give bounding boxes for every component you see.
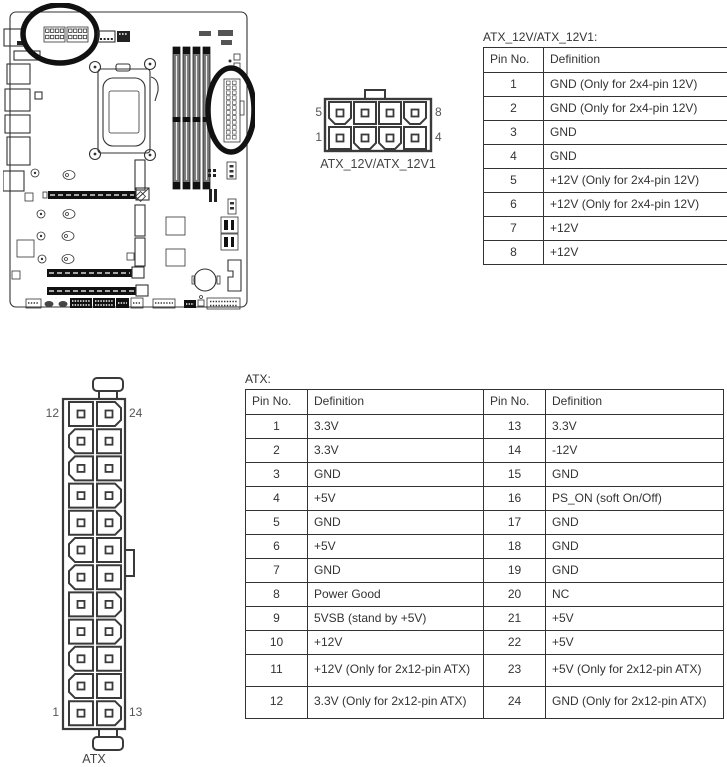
definition-cell: +12V (Only for 2x4-pin 12V) (544, 193, 727, 217)
table-row (484, 97, 727, 121)
table-row (484, 193, 727, 217)
header-cell: Definition (308, 390, 484, 415)
pin-number-cell: 5 (246, 511, 308, 535)
pin-number-label: 1 (315, 130, 322, 144)
pin-number-label: 4 (435, 130, 442, 144)
definition-cell: 3.3V (308, 439, 484, 463)
pin-contact (362, 110, 369, 117)
pin-number-cell: 19 (484, 559, 546, 583)
table-row (246, 487, 724, 511)
definition-cell: 5VSB (stand by +5V) (308, 607, 484, 631)
ram-slots (173, 47, 211, 189)
pin-contact (362, 135, 369, 142)
definition-cell: +12V (544, 217, 727, 241)
header-cell: Pin No. (484, 390, 546, 415)
pin-contact (106, 710, 113, 717)
pin-number-cell: 4 (246, 487, 308, 511)
table-header-row (484, 48, 727, 73)
atx12v-pin-table (483, 47, 727, 265)
pin-number-cell: 13 (484, 415, 546, 439)
pin-number-cell: 16 (484, 487, 546, 511)
pin-contact (78, 519, 85, 526)
pin-contact (412, 110, 419, 117)
definition-cell: GND (544, 145, 727, 169)
pin-number-label: 12 (45, 406, 59, 420)
definition-cell: +5V (308, 487, 484, 511)
pin-number-cell: 2 (484, 97, 544, 121)
definition-cell: 3.3V (308, 415, 484, 439)
pin-number-cell: 9 (246, 607, 308, 631)
board-outline (10, 12, 247, 307)
definition-cell: GND (546, 463, 724, 487)
pin-contact (337, 135, 344, 142)
pin-contact (78, 411, 85, 418)
definition-cell: +5V (308, 535, 484, 559)
pin-contact (106, 411, 113, 418)
pin-contact (106, 438, 113, 445)
right-edge-headers (221, 162, 241, 291)
table-header-row (246, 390, 724, 415)
table-row (246, 415, 724, 439)
definition-cell: GND (Only for 2x4-pin 12V) (544, 73, 727, 97)
pin-number-cell: 12 (246, 687, 308, 719)
fan-headers-top (98, 31, 130, 42)
pin-contact (78, 655, 85, 662)
pin-contact (106, 601, 113, 608)
pin-contact (106, 465, 113, 472)
definition-cell: GND (308, 511, 484, 535)
pin-number-cell: 23 (484, 655, 546, 687)
pin-number-cell: 20 (484, 583, 546, 607)
table-row (246, 535, 724, 559)
table-row (484, 241, 727, 265)
pin-number-cell: 4 (484, 145, 544, 169)
pin-number-cell: 5 (484, 169, 544, 193)
pin-number-cell: 1 (484, 73, 544, 97)
pin-contact (78, 465, 85, 472)
board-atx-connector (224, 79, 244, 142)
connector-caption: ATX (82, 752, 106, 766)
pin-contact (78, 683, 85, 690)
pin-number-label: 24 (129, 406, 143, 420)
table-row (484, 217, 727, 241)
pin-contact (387, 135, 394, 142)
table-row (246, 631, 724, 655)
pin-number-label: 8 (435, 105, 442, 119)
pin-number-cell: 3 (484, 121, 544, 145)
motherboard-diagram (3, 3, 255, 315)
pin-contact (387, 110, 394, 117)
table-row (246, 687, 724, 719)
pin-number-cell: 14 (484, 439, 546, 463)
definition-cell: PS_ON (soft On/Off) (546, 487, 724, 511)
pin-number-cell: 8 (484, 241, 544, 265)
pin-contact (106, 547, 113, 554)
table-row (246, 583, 724, 607)
table-row (484, 121, 727, 145)
definition-cell: +12V (Only for 2x4-pin 12V) (544, 169, 727, 193)
pin-contact (78, 574, 85, 581)
table-row (484, 145, 727, 169)
definition-cell: GND (308, 463, 484, 487)
atx-pin-table (245, 389, 724, 719)
header-cell: Definition (544, 48, 727, 73)
atx12v-highlight-ellipse (23, 5, 97, 63)
table-row (246, 511, 724, 535)
table-row (246, 559, 724, 583)
pin-contact (106, 492, 113, 499)
connector-label: ATX_12V/ATX_12V1 (320, 157, 436, 171)
definition-cell: 3.3V (546, 415, 724, 439)
pin-contact (337, 110, 344, 117)
header-cell: Pin No. (484, 48, 544, 73)
definition-cell: GND (546, 559, 724, 583)
definition-cell: 3.3V (Only for 2x12-pin ATX) (308, 687, 484, 719)
pin-contact (78, 628, 85, 635)
pin-contact (78, 492, 85, 499)
pin-contact (412, 135, 419, 142)
pin-contact (106, 574, 113, 581)
atx-pin-grid (35, 372, 155, 762)
definition-cell: +5V (546, 631, 724, 655)
pin-contact (78, 710, 85, 717)
pin-contact (106, 628, 113, 635)
pin-number-cell: 8 (246, 583, 308, 607)
definition-cell: +12V (308, 631, 484, 655)
m2-slots (135, 160, 145, 266)
table-row (484, 169, 727, 193)
header-cell: Definition (546, 390, 724, 415)
definition-cell: GND (544, 121, 727, 145)
table-title: ATX: (245, 372, 271, 386)
pin-contact (78, 547, 85, 554)
front-panel-header (228, 260, 241, 291)
mounting-holes (12, 169, 134, 279)
table-row (246, 607, 724, 631)
pin-number-cell: 7 (246, 559, 308, 583)
cmos-battery (192, 269, 220, 291)
pcie-slots (43, 188, 149, 296)
connector-diagram-atx12v (296, 84, 456, 179)
definition-cell: GND (308, 559, 484, 583)
pin-number-cell: 3 (246, 463, 308, 487)
pin-contact (78, 601, 85, 608)
pin-contact (106, 655, 113, 662)
pin-number-cell: 15 (484, 463, 546, 487)
chipset (166, 217, 185, 266)
definition-cell: GND (Only for 2x12-pin ATX) (546, 687, 724, 719)
pin-number-label: 5 (315, 105, 322, 119)
pin-number-cell: 6 (484, 193, 544, 217)
pin-contact (106, 519, 113, 526)
definition-cell: GND (546, 535, 724, 559)
pin-number-cell: 7 (484, 217, 544, 241)
pin-number-cell: 11 (246, 655, 308, 687)
definition-cell: NC (546, 583, 724, 607)
cpu-socket (90, 59, 159, 161)
pin-number-label: 1 (52, 705, 59, 719)
atx12v-pin-grid (296, 84, 456, 159)
board-atx12v-connector (44, 27, 88, 42)
definition-cell: Power Good (308, 583, 484, 607)
definition-cell: GND (546, 511, 724, 535)
header-cell: Pin No. (246, 390, 308, 415)
pin-number-cell: 24 (484, 687, 546, 719)
pin-number-cell: 6 (246, 535, 308, 559)
definition-cell: +5V (546, 607, 724, 631)
definition-cell: +12V (Only for 2x12-pin ATX) (308, 655, 484, 687)
definition-cell: GND (Only for 2x4-pin 12V) (544, 97, 727, 121)
pin-contact (78, 438, 85, 445)
definition-cell: +12V (544, 241, 727, 265)
pin-number-cell: 17 (484, 511, 546, 535)
pin-number-cell: 2 (246, 439, 308, 463)
table-row (246, 439, 724, 463)
table-title: ATX_12V/ATX_12V1: (483, 30, 598, 44)
table-row (246, 463, 724, 487)
pin-number-cell: 10 (246, 631, 308, 655)
definition-cell: +5V (Only for 2x12-pin ATX) (546, 655, 724, 687)
pin-number-cell: 22 (484, 631, 546, 655)
table-row (246, 655, 724, 687)
connector-diagram-atx (35, 372, 195, 767)
silkscreen-marks (199, 30, 233, 45)
pin-number-label: 13 (129, 705, 143, 719)
pin-contact (106, 683, 113, 690)
pin-number-cell: 21 (484, 607, 546, 631)
pin-number-cell: 1 (246, 415, 308, 439)
table-row (484, 73, 727, 97)
pin-number-cell: 18 (484, 535, 546, 559)
definition-cell: -12V (546, 439, 724, 463)
